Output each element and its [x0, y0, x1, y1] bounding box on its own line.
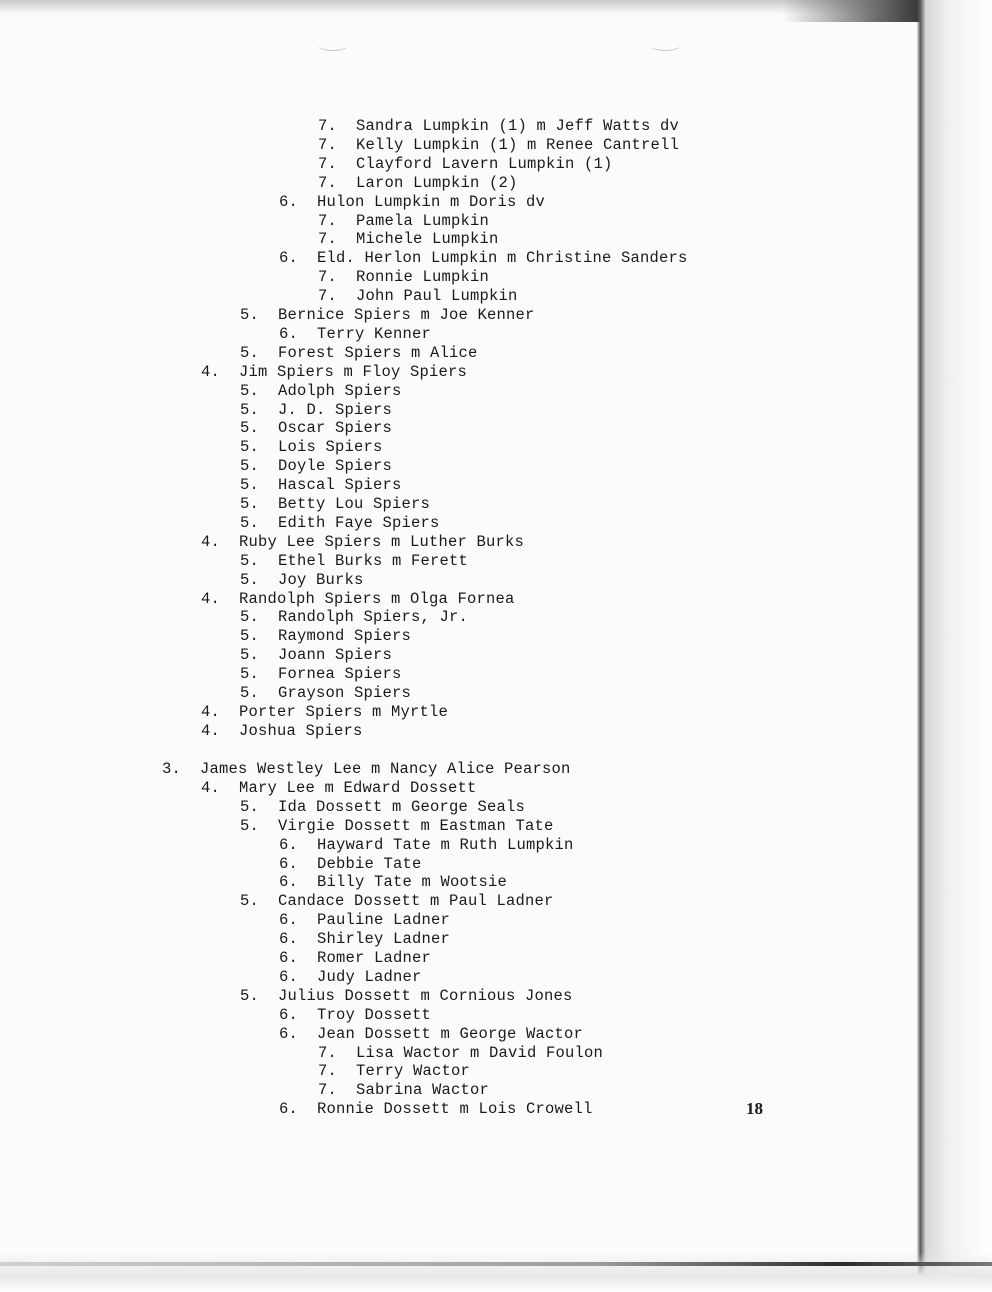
generation-number: 6. [279, 1100, 299, 1119]
generation-number: 5. [240, 665, 260, 684]
generation-number: 5. [240, 513, 260, 532]
generation-number: 5. [240, 551, 260, 570]
genealogy-entry [201, 722, 363, 741]
genealogy-entry [240, 344, 478, 363]
generation-number: 6. [279, 873, 299, 892]
person-name: Julius Dossett m Cornious Jones [278, 986, 573, 1005]
person-name: Oscar Spiers [278, 419, 393, 438]
genealogy-entry [279, 911, 450, 930]
generation-number: 4. [201, 702, 221, 721]
genealogy-entry [201, 590, 515, 609]
person-name: Ethel Burks m Ferett [278, 551, 469, 570]
person-name: Betty Lou Spiers [278, 495, 431, 513]
generation-number: 6. [279, 967, 299, 986]
genealogy-entry [240, 571, 364, 590]
genealogy-entry [279, 949, 431, 968]
person-name: Doyle Spiers [278, 457, 393, 476]
generation-number: 7. [318, 1062, 338, 1081]
person-name: John Paul Lumpkin [356, 287, 518, 306]
generation-number: 5. [240, 438, 260, 457]
genealogy-entry [279, 836, 574, 855]
generation-number: 7. [318, 268, 338, 287]
genealogy-entry [318, 212, 489, 231]
genealogy-entry [240, 608, 468, 627]
genealogy-entry [279, 873, 507, 892]
genealogy-entry [240, 892, 554, 911]
generation-number: 5. [240, 892, 260, 911]
genealogy-entry [279, 249, 688, 268]
generation-number: 6. [279, 911, 299, 930]
generation-number: 6. [279, 835, 299, 854]
generation-number: 7. [318, 173, 338, 192]
generation-number: 5. [240, 419, 260, 438]
generation-number: 6. [279, 949, 299, 967]
genealogy-entry [318, 136, 679, 155]
person-name: Ronnie Lumpkin [356, 268, 490, 287]
genealogy-entry [279, 1025, 583, 1044]
genealogy-entry [318, 1081, 489, 1100]
generation-number: 5. [240, 608, 260, 627]
generation-number: 5. [240, 627, 260, 646]
genealogy-entry [240, 514, 440, 533]
generation-number: 5. [240, 381, 260, 400]
generation-number: 5. [240, 495, 260, 513]
person-name: Randolph Spiers m Olga Fornea [239, 589, 515, 608]
genealogy-entry [240, 646, 392, 665]
generation-number: 6. [279, 1005, 299, 1024]
genealogy-entry [318, 268, 489, 287]
person-name: Terry Kenner [317, 324, 432, 343]
generation-number: 7. [318, 211, 338, 230]
person-name: Virgie Dossett m Eastman Tate [278, 816, 554, 835]
person-name: Pauline Ladner [317, 911, 451, 930]
genealogy-entry [240, 306, 535, 325]
person-name: Kelly Lumpkin (1) m Renee Cantrell [356, 135, 680, 154]
genealogy-entry [240, 495, 430, 514]
genealogy-entry [240, 684, 411, 703]
person-name: Clayford Lavern Lumpkin (1) [356, 154, 613, 173]
generation-number: 5. [240, 816, 260, 835]
person-name: Candace Dossett m Paul Ladner [278, 892, 554, 911]
genealogy-entry [240, 438, 383, 457]
genealogy-entry [318, 230, 499, 249]
person-name: Judy Ladner [317, 967, 422, 986]
genealogy-entry [240, 419, 392, 438]
genealogy-entry [240, 627, 411, 646]
generation-number: 4. [201, 362, 221, 381]
generation-number: 5. [240, 684, 260, 702]
genealogy-entry [240, 401, 392, 420]
person-name: Eld. Herlon Lumpkin m Christine Sanders [317, 249, 688, 268]
person-name: Randolph Spiers, Jr. [278, 608, 469, 627]
genealogy-entry [201, 533, 524, 552]
person-name: Grayson Spiers [278, 684, 412, 702]
person-name: Jim Spiers m Floy Spiers [239, 362, 468, 381]
person-name: Mary Lee m Edward Dossett [239, 778, 477, 797]
person-name: Pamela Lumpkin [356, 211, 490, 230]
genealogy-entry [279, 1100, 593, 1119]
person-name: Porter Spiers m Myrtle [239, 702, 449, 721]
genealogy-entry [240, 476, 402, 495]
person-name: J. D. Spiers [278, 400, 393, 419]
generation-number: 6. [279, 854, 299, 873]
genealogy-entry [279, 968, 422, 987]
genealogy-entry [318, 155, 613, 174]
genealogy-entry [201, 779, 477, 798]
generation-number: 5. [240, 400, 260, 419]
person-name: Terry Wactor [356, 1062, 471, 1081]
generation-number: 7. [318, 287, 338, 306]
person-name: Adolph Spiers [278, 381, 402, 400]
genealogy-entry [279, 193, 545, 212]
person-name: Bernice Spiers m Joe Kenner [278, 306, 535, 324]
genealogy-entry [318, 287, 518, 306]
genealogy-entry [201, 363, 467, 382]
generation-number: 7. [318, 117, 338, 135]
person-name: Fornea Spiers [278, 665, 402, 684]
page-number: 18 [746, 1099, 763, 1118]
genealogy-entry [240, 382, 402, 401]
generation-number: 4. [201, 532, 221, 551]
person-name: Raymond Spiers [278, 627, 412, 646]
genealogy-entry [318, 174, 518, 193]
person-name: Ida Dossett m George Seals [278, 797, 526, 816]
generation-number: 4. [201, 778, 221, 797]
person-name: Hulon Lumpkin m Doris dv [317, 192, 546, 211]
genealogy-entry [279, 855, 422, 874]
person-name: Ronnie Dossett m Lois Crowell [317, 1100, 593, 1119]
generation-number: 6. [279, 249, 299, 268]
generation-number: 7. [318, 230, 338, 249]
person-name: Lisa Wactor m David Foulon [356, 1043, 604, 1062]
generation-number: 5. [240, 343, 260, 362]
person-name: Jean Dossett m George Wactor [317, 1024, 584, 1043]
genealogy-entry [318, 1044, 603, 1063]
generation-number: 7. [318, 154, 338, 173]
person-name: Romer Ladner [317, 949, 432, 967]
generation-number: 4. [201, 721, 221, 740]
person-name: Lois Spiers [278, 438, 383, 457]
genealogy-entry [240, 457, 392, 476]
genealogy-entry [162, 760, 571, 779]
generation-number: 5. [240, 306, 260, 324]
generation-number: 5. [240, 570, 260, 589]
genealogy-entry [240, 987, 573, 1006]
genealogy-entry [318, 1062, 470, 1081]
person-name: Debbie Tate [317, 854, 422, 873]
generation-number: 3. [162, 760, 182, 778]
person-name: Edith Faye Spiers [278, 513, 440, 532]
generation-number: 7. [318, 135, 338, 154]
generation-number: 5. [240, 797, 260, 816]
genealogy-entry [240, 552, 468, 571]
generation-number: 5. [240, 476, 260, 495]
person-name: Billy Tate m Wootsie [317, 873, 508, 892]
person-name: Joshua Spiers [239, 721, 363, 740]
person-name: Laron Lumpkin (2) [356, 173, 518, 192]
person-name: Ruby Lee Spiers m Luther Burks [239, 532, 525, 551]
genealogy-entry [240, 665, 402, 684]
genealogy-entry [279, 325, 431, 344]
person-name: Hayward Tate m Ruth Lumpkin [317, 835, 574, 854]
generation-number: 7. [318, 1081, 338, 1100]
person-name: Joy Burks [278, 570, 364, 589]
genealogy-entry [240, 798, 525, 817]
person-name: Hascal Spiers [278, 476, 402, 495]
person-name: Troy Dossett [317, 1005, 432, 1024]
generation-number: 5. [240, 457, 260, 476]
person-name: Sabrina Wactor [356, 1081, 490, 1100]
person-name: Shirley Ladner [317, 930, 451, 949]
genealogy-entry [201, 703, 448, 722]
generation-number: 6. [279, 192, 299, 211]
generation-number: 6. [279, 1024, 299, 1043]
generation-number: 5. [240, 646, 260, 665]
generation-number: 5. [240, 986, 260, 1005]
genealogy-entry [279, 1006, 431, 1025]
generation-number: 4. [201, 589, 221, 608]
genealogy-entry [240, 817, 554, 836]
person-name: Forest Spiers m Alice [278, 343, 478, 362]
person-name: Michele Lumpkin [356, 230, 499, 249]
generation-number: 6. [279, 324, 299, 343]
person-name: Joann Spiers [278, 646, 393, 665]
generation-number: 6. [279, 930, 299, 949]
genealogy-entry [279, 930, 450, 949]
person-name: Sandra Lumpkin (1) m Jeff Watts dv [356, 117, 680, 135]
genealogy-entry [318, 117, 679, 136]
person-name: James Westley Lee m Nancy Alice Pearson [200, 760, 571, 778]
generation-number: 7. [318, 1043, 338, 1062]
